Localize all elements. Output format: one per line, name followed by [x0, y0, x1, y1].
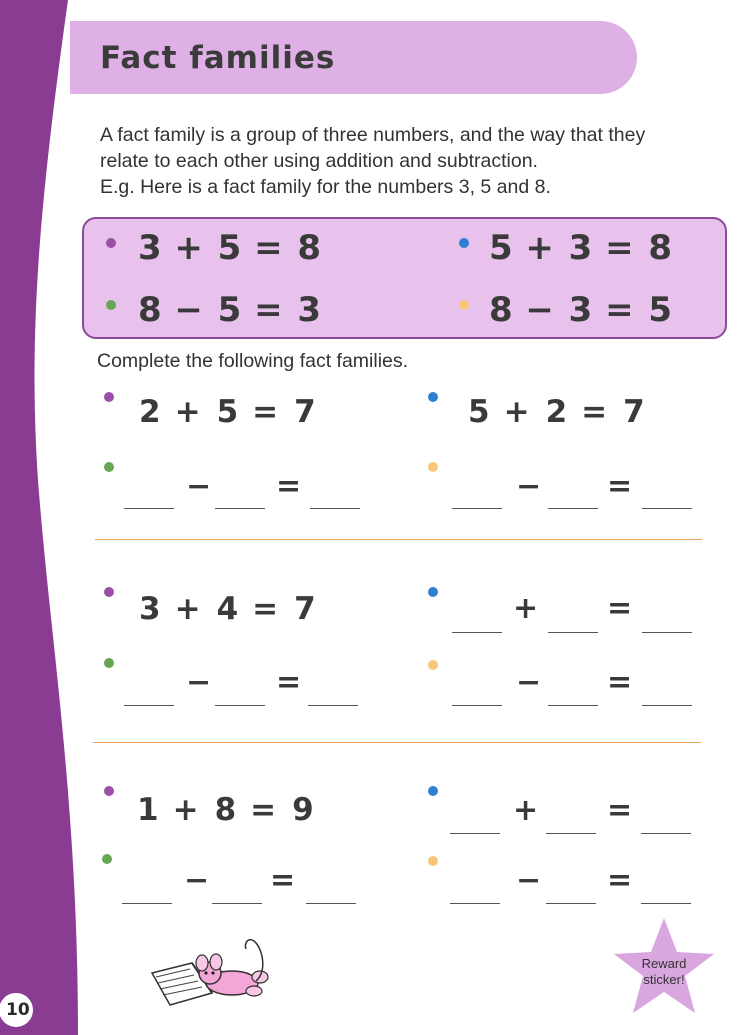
mouse-reading-book-illustration	[150, 935, 280, 1015]
operand: 5	[468, 394, 490, 430]
answer-blank[interactable]	[546, 903, 596, 904]
purple-dot-icon	[106, 238, 116, 248]
operand: 3	[138, 228, 162, 268]
yellow-dot-icon	[428, 462, 438, 472]
operator: +	[172, 792, 199, 828]
minus-sign: −	[186, 469, 212, 504]
answer-blank[interactable]	[548, 508, 598, 509]
answer-blank[interactable]	[310, 508, 360, 509]
operand: 3	[139, 591, 161, 627]
example-equation-2	[489, 228, 672, 268]
blue-dot-icon	[428, 587, 438, 597]
operator: +	[174, 591, 201, 627]
operator: +	[174, 394, 201, 430]
answer-blank[interactable]	[124, 705, 174, 706]
result: 3	[297, 290, 322, 330]
green-dot-icon	[102, 854, 112, 864]
equals-sign: =	[276, 469, 302, 504]
green-dot-icon	[104, 658, 114, 668]
result: 7	[294, 394, 316, 430]
yellow-dot-icon	[428, 856, 438, 866]
answer-blank[interactable]	[124, 508, 174, 509]
operand: 5	[217, 290, 242, 330]
equals-sign: =	[276, 665, 302, 700]
equals-sign: =	[607, 793, 633, 828]
reward-label-line-2: sticker!	[643, 972, 685, 987]
minus-sign: −	[184, 863, 210, 898]
answer-blank[interactable]	[308, 705, 358, 706]
answer-blank[interactable]	[215, 508, 265, 509]
exercise-1-given-right	[468, 394, 645, 430]
operand: 5	[216, 394, 239, 430]
operand: 8	[489, 290, 513, 330]
equals-sign: =	[607, 591, 633, 626]
yellow-dot-icon	[459, 300, 469, 310]
equals-sign: =	[270, 863, 296, 898]
minus-sign: −	[516, 469, 542, 504]
exercise-2-given-left	[139, 591, 316, 627]
example-equation-3	[138, 290, 321, 330]
reward-sticker-label	[612, 956, 716, 988]
operand: 5	[489, 228, 513, 268]
operand: 2	[545, 394, 568, 430]
blue-dot-icon	[459, 238, 469, 248]
purple-dot-icon	[104, 786, 114, 796]
equals-sign: =	[607, 665, 633, 700]
result: 8	[648, 228, 673, 268]
answer-blank[interactable]	[642, 508, 692, 509]
answer-blank[interactable]	[548, 632, 598, 633]
yellow-dot-icon	[428, 660, 438, 670]
answer-blank[interactable]	[452, 632, 502, 633]
section-divider	[93, 742, 701, 743]
intro-line-1: A fact family is a group of three numbers, and the way that they	[100, 124, 646, 146]
result: 7	[294, 591, 316, 627]
equals-sign: =	[252, 591, 279, 627]
operator: +	[503, 394, 530, 430]
intro-text	[100, 122, 720, 200]
purple-dot-icon	[104, 392, 114, 402]
answer-blank[interactable]	[546, 833, 596, 834]
green-dot-icon	[106, 300, 116, 310]
page-number: 10	[6, 1000, 30, 1020]
reward-label-line-1: Reward	[641, 956, 687, 971]
answer-blank[interactable]	[452, 508, 502, 509]
answer-blank[interactable]	[641, 833, 691, 834]
minus-sign: −	[516, 863, 542, 898]
example-equation-4	[489, 290, 672, 330]
purple-dot-icon	[104, 587, 114, 597]
equals-sign: =	[250, 792, 277, 828]
answer-blank[interactable]	[642, 632, 692, 633]
exercise-1-given-left	[139, 394, 316, 430]
answer-blank[interactable]	[452, 705, 502, 706]
answer-blank[interactable]	[641, 903, 691, 904]
minus-sign: −	[516, 665, 542, 700]
answer-blank[interactable]	[642, 705, 692, 706]
equals-sign: =	[581, 394, 608, 430]
operand: 3	[568, 290, 593, 330]
green-dot-icon	[104, 462, 114, 472]
answer-blank[interactable]	[306, 903, 356, 904]
operand: 3	[568, 228, 593, 268]
equals-sign: =	[607, 469, 633, 504]
operator: −	[174, 290, 203, 330]
operator: +	[525, 228, 554, 268]
answer-blank[interactable]	[122, 903, 172, 904]
operand: 8	[138, 290, 162, 330]
answer-blank[interactable]	[215, 705, 265, 706]
equals-sign: =	[605, 290, 634, 330]
answer-blank[interactable]	[450, 903, 500, 904]
exercise-3-given-left	[137, 792, 314, 828]
operand: 4	[216, 591, 239, 627]
equals-sign: =	[605, 228, 634, 268]
minus-sign: −	[186, 665, 212, 700]
equals-sign: =	[254, 228, 283, 268]
instruction-text: Complete the following fact families.	[97, 350, 409, 372]
blue-dot-icon	[428, 392, 438, 402]
answer-blank[interactable]	[450, 833, 500, 834]
equals-sign: =	[252, 394, 279, 430]
plus-sign: +	[513, 591, 539, 626]
equals-sign: =	[254, 290, 283, 330]
result: 7	[623, 394, 645, 430]
operand: 5	[217, 228, 242, 268]
example-equation-1	[138, 228, 321, 268]
plus-sign: +	[513, 793, 539, 828]
blue-dot-icon	[428, 786, 438, 796]
operand: 8	[214, 792, 237, 828]
operand: 1	[137, 792, 159, 828]
operator: −	[525, 290, 554, 330]
intro-line-3: E.g. Here is a fact family for the numbers 3, 5 and 8.	[100, 176, 551, 198]
reward-sticker-star	[612, 916, 716, 1016]
equals-sign: =	[607, 863, 633, 898]
intro-line-2: relate to each other using addition and subtraction.	[100, 150, 538, 172]
result: 9	[292, 792, 314, 828]
section-divider	[95, 539, 702, 540]
result: 8	[297, 228, 322, 268]
result: 5	[648, 290, 673, 330]
operand: 2	[139, 394, 161, 430]
page-title: Fact families	[100, 40, 336, 76]
answer-blank[interactable]	[212, 903, 262, 904]
answer-blank[interactable]	[548, 705, 598, 706]
operator: +	[174, 228, 203, 268]
